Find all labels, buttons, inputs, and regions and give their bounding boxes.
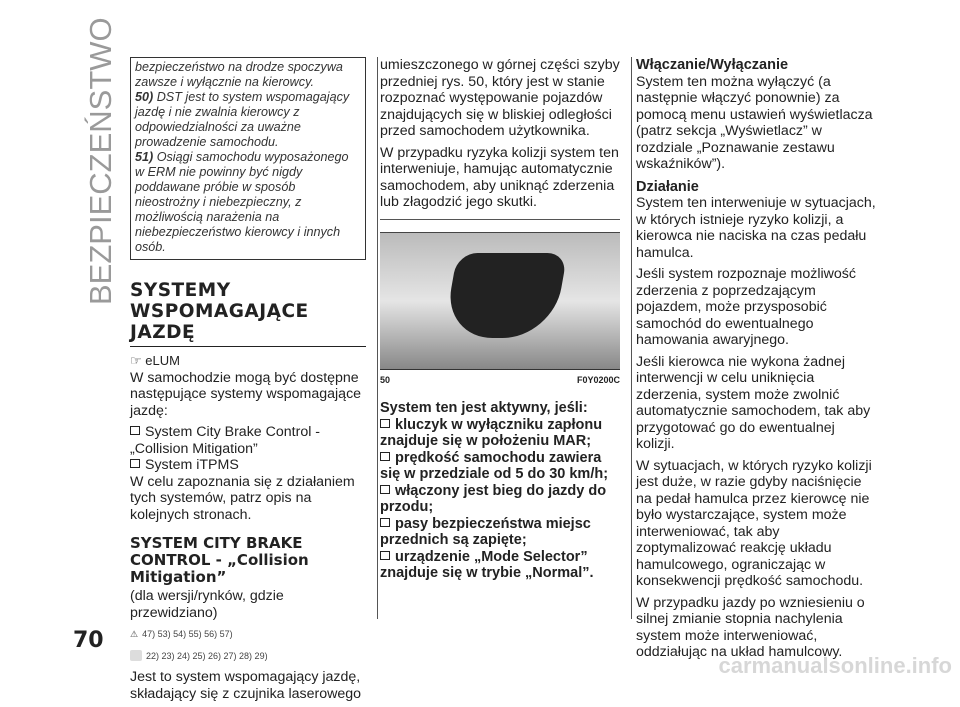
section-heading: SYSTEMY WSPOMAGAJĄCE JAZDĘ: [130, 280, 366, 347]
warning-item: [135, 90, 361, 150]
body-text: W przypadku jazdy po wzniesieniu o silnej zmianie stopnia nachylenia system może interweniować, oddziałując na układ hamulcowy.: [636, 594, 865, 660]
body-text: W przypadku ryzyka kolizji system ten interweniuje, hamując automatycznie samochodem, aby uniknąć zderzenia lub złagodzić jego skutki.: [380, 144, 619, 210]
warning-text: bezpieczeństwo na drodze spoczywa zawsze i wyłącznie na kierowcy.: [135, 60, 343, 89]
watermark: carmanualsonline.info: [718, 653, 952, 678]
warning-refs: [130, 626, 366, 643]
body-text: umieszczonego w górnej części szyby przedniej rys. 50, który jest w stanie rozpoznać występowanie pojazdów znajdujących się w bliskiej odległości przed samochodem użytkownika.: [380, 57, 620, 139]
column-divider: [377, 57, 378, 619]
list-item: System City Brake Control - „Collision Mitigation”: [130, 424, 366, 457]
warning-ref: 51): [135, 150, 154, 164]
warning-text: DST jest to system wspomagający jazdę i nie zwalnia kierowcy z odpowiedzialności za uważne prowadzenie samochodu.: [135, 90, 350, 149]
column-1: [130, 57, 366, 707]
list-item: pasy bezpieczeństwa miejsc przednich są zapięte;: [380, 516, 620, 549]
list-item: włączony jest bieg do jazdy do przodu;: [380, 483, 620, 516]
list-item: kluczyk w wyłączniku zapłonu znajduje się w położeniu MAR;: [380, 417, 620, 450]
body-text: Jeśli kierowca nie wykona żadnej interwencji w celu uniknięcia zderzenia, system może zwolnić automatycznie samochodem, tak aby przygotować go do ewentualnej kolizji.: [636, 353, 871, 452]
note-refs: [130, 648, 366, 665]
note-icon: [130, 650, 142, 661]
elum-text: eLUM: [145, 353, 180, 368]
subheading: Włączanie/Wyłączanie: [636, 57, 789, 73]
intro-text: W samochodzie mogą być dostępne następujące systemy wspomagające jazdę:: [130, 369, 362, 419]
rearview-mirror-shape: [443, 253, 568, 338]
list-item: System iTPMS: [130, 457, 366, 474]
warning-ref: 50): [135, 90, 154, 104]
body-text: Jeśli system rozpoznaje możliwość zderzenia z poprzedzającym pojazdem, może przysposobić samochód do ewentualnego hamowania awaryjnego.: [636, 266, 856, 348]
column-2: [380, 57, 620, 582]
refs-text: 22) 23) 24) 25) 26) 27) 28) 29): [146, 650, 268, 661]
list-item: prędkość samochodu zawiera się w przedziale od 5 do 30 km/h;: [380, 450, 620, 483]
warning-box: [130, 57, 366, 260]
active-conditions-title: System ten jest aktywny, jeśli:: [380, 400, 588, 416]
column-3: [636, 57, 876, 666]
figure-number: 50: [380, 374, 391, 385]
refs-text: 47) 53) 54) 55) 56) 57): [142, 629, 233, 639]
body-text: System ten interweniuje w sytuacjach, w których istnieje ryzyko kolizji, a kierowca nie naciska na czas pedału hamulca.: [636, 195, 876, 261]
column-divider: [631, 57, 632, 619]
body-text: W sytuacjach, w których ryzyko kolizji jest duże, w razie gdyby naciśnięcie na pedał hamulca przez kierowcę nie było wystarczające, system może interweniować, tak aby zoptymalizować reakcję układu hamulcowego, ograniczając w konsekwencji prędkość samochodu.: [636, 457, 872, 589]
warning-text: Osiągi samochodu wyposażonego w ERM nie powinny być nigdy poddawane próbie w sposób nieostrożny i niebezpieczny, z możliwością narażenia na niebezpieczeństwo kierowcy i innych osób.: [135, 150, 349, 254]
figure-code: F0Y0200C: [576, 374, 620, 385]
warning-triangle-icon: ⚠: [130, 629, 139, 639]
body-text: System ten można wyłączyć (a następnie włączyć ponownie) za pomocą menu ustawień wyświetlacza (patrz sekcja „Wyświetlacz” w rozdziale „Poznawanie zestawu wskaźników”).: [636, 73, 873, 172]
page-number: 70: [73, 628, 104, 653]
figure-sensor-image: [380, 232, 620, 369]
section-title: BEZPIECZEŃSTWO: [83, 17, 118, 305]
elum-label: [130, 353, 366, 370]
pointing-hand-icon: ☞: [130, 353, 142, 368]
figure-caption: [380, 369, 620, 389]
body-text: Jest to system wspomagający jazdę, składający się z czujnika laserowego: [130, 669, 362, 702]
subsection-heading: SYSTEM CITY BRAKE CONTROL - „Collision Mitigation”: [130, 534, 309, 586]
subheading: Działanie: [636, 178, 699, 195]
warning-item: [135, 150, 361, 255]
divider: [380, 219, 620, 220]
list-item: urządzenie „Mode Selector” znajduje się w trybie „Normal”.: [380, 549, 620, 582]
versions-note: (dla wersji/rynków, gdzie przewidziano): [130, 588, 284, 621]
body-text: W celu zapoznania się z działaniem tych systemów, patrz opis na kolejnych stronach.: [130, 473, 355, 523]
